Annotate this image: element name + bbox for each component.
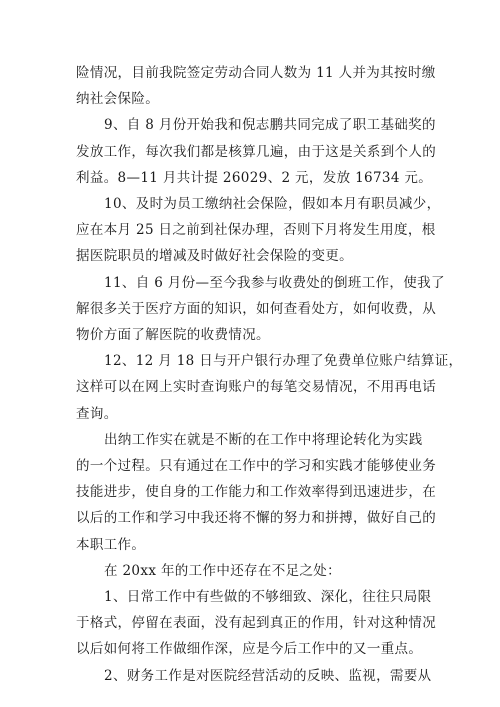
paragraph-line: 物价方面了解医院的收费情况。 [76, 327, 270, 344]
paragraph-line: 本职工作。 [76, 536, 146, 553]
paragraph-line: 于格式，停留在表面，没有起到真正的作用，针对这种情况 [76, 615, 437, 632]
paragraph-1 [76, 60, 436, 112]
paragraph-line: 应在本月 25 日之前到社保办理，否则下月将发生用度，根 [76, 222, 436, 239]
paragraph-summary [76, 427, 437, 558]
paragraph-item-12 [76, 348, 463, 427]
paragraph-line: 险情况，目前我院签定劳动合同人数为 11 人并为其按时缴 [76, 65, 436, 81]
paragraph-line: 以后如何将工作做细作深，应是今后工作中的又一重点。 [76, 641, 423, 658]
paragraph-line: 出纳工作实在就是不断的在工作中将理论转化为实践 [104, 431, 423, 448]
paragraph-line: 利益。8—11 月共计提 26029、2 元，发放 16734 元。 [76, 169, 433, 186]
paragraph-line: 10、及时为员工缴纳社会保险，假如本月有职员减少， [104, 196, 441, 213]
document-body [76, 60, 463, 689]
paragraph-item-9 [76, 112, 437, 191]
paragraph-line: 发放工作，每次我们都是核算几遍，由于这是关系到个人的 [76, 143, 437, 160]
paragraph-item-11 [76, 270, 445, 349]
paragraph-item-10 [76, 191, 441, 270]
paragraph-line: 解很多关于医疗方面的知识，如何查看处方，如何收费，从 [76, 300, 437, 317]
paragraph-shortcomings-heading [76, 558, 428, 584]
paragraph-line: 的一个过程。只有通过在工作中的学习和实践才能够使业务 [76, 458, 437, 475]
paragraph-line: 查询。 [76, 405, 118, 422]
paragraph-line: 2、财务工作是对医院经营活动的反映、监视，需要从 [104, 667, 432, 684]
paragraph-line: 1、日常工作中有些做的不够细致、深化，往往只局限 [104, 589, 432, 606]
paragraph-line: 以后的工作和学习中我还将不懈的努力和拼搏，做好自己的 [76, 510, 437, 527]
paragraph-line: 在 20xx 年的工作中还存在不足之处： [104, 562, 341, 579]
paragraph-line: 11、自 6 月份—至今我参与收费处的倒班工作，使我了 [104, 274, 445, 291]
paragraph-line: 纳社会保险。 [76, 91, 160, 108]
paragraph-line: 9、自 8 月份开始我和倪志鹏共同完成了职工基础奖的 [104, 117, 436, 134]
paragraph-line: 技能进步，使自身的工作能力和工作效率得到迅速进步，在 [76, 484, 437, 501]
paragraph-line: 12、12 月 18 日与开户银行办理了免费单位账户结算证， [104, 353, 463, 370]
paragraph-line: 据医院职员的增减及时做好社会保险的变更。 [76, 248, 353, 265]
paragraph-line: 这样可以在网上实时查询账户的每笔交易情况，不用再电话 [76, 379, 437, 396]
paragraph-shortcoming-2 [76, 663, 432, 689]
paragraph-shortcoming-1 [76, 584, 437, 663]
